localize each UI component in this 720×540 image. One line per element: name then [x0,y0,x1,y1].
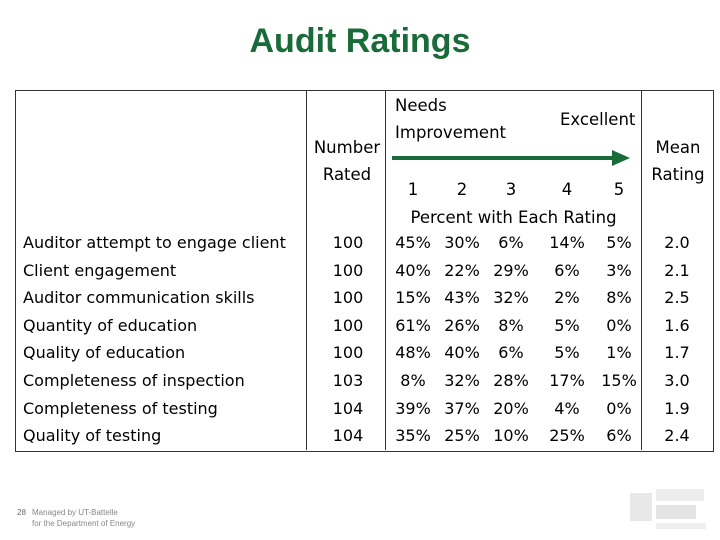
row-percent-5: 8% [606,288,632,308]
row-percent-4: 6% [554,260,580,280]
row-percent-2: 30% [444,233,480,252]
row-mean-rating: 3.0 [664,371,690,390]
row-percent-3: 8% [498,315,524,335]
row-percent-5: 5% [606,233,632,252]
organization-logo-icon [628,487,708,533]
row-percent-1: 48% [395,343,431,363]
needs-improvement-header: Needs Improvement [395,96,506,142]
row-percent-3: 20% [493,398,529,418]
row-label: Completeness of inspection [23,371,245,390]
column-divider-number [385,91,386,450]
row-label: Auditor communication skills [23,288,255,308]
row-mean-rating: 1.9 [664,398,690,418]
page-title: Audit Ratings [249,22,471,60]
scale-value-1: 1 [407,180,419,199]
row-mean-rating: 2.5 [664,288,690,308]
row-percent-2: 22% [444,260,480,280]
scale-value-5: 5 [613,180,625,199]
row-percent-3: 6% [498,233,524,252]
row-percent-5: 3% [606,260,632,280]
row-percent-5: 0% [606,398,632,418]
scale-value-2: 2 [456,180,468,199]
row-percent-2: 43% [444,288,480,308]
row-percent-4: 5% [554,315,580,335]
row-percent-1: 15% [395,288,431,308]
page-number: 28 [17,508,26,517]
row-percent-3: 28% [493,371,529,390]
row-percent-3: 10% [493,426,529,446]
row-label: Client engagement [23,260,177,280]
row-percent-5: 15% [601,371,637,390]
row-mean-rating: 2.1 [664,260,690,280]
row-percent-5: 6% [606,426,632,446]
row-number-rated: 103 [332,371,364,390]
row-number-rated: 100 [332,233,364,252]
row-percent-2: 26% [444,315,480,335]
row-number-rated: 100 [332,343,364,363]
row-percent-4: 25% [549,426,585,446]
rating-direction-arrow [392,156,614,160]
row-percent-5: 1% [606,343,632,363]
row-percent-3: 32% [493,288,529,308]
row-mean-rating: 1.7 [664,343,690,363]
arrow-head-icon [612,150,630,166]
row-number-rated: 100 [332,260,364,280]
row-percent-5: 0% [606,315,632,335]
scale-value-3: 3 [505,180,517,199]
row-label: Quality of testing [23,426,162,446]
row-percent-1: 35% [395,426,431,446]
row-percent-4: 4% [554,398,580,418]
footer-credit: Managed by UT-Battelle for the Department of Energy [32,508,136,528]
percent-caption: Percent with Each Rating [410,208,617,227]
mean-rating-header: Mean Rating [651,138,705,184]
number-rated-header: Number Rated [313,138,381,184]
row-percent-4: 5% [554,343,580,363]
row-percent-3: 6% [498,343,524,363]
row-percent-4: 2% [554,288,580,308]
row-mean-rating: 2.0 [664,233,690,252]
row-label: Quality of education [23,343,186,363]
row-percent-4: 14% [549,233,585,252]
row-percent-1: 8% [400,371,426,390]
row-percent-1: 39% [395,398,431,418]
row-mean-rating: 1.6 [664,315,690,335]
column-divider-label [306,91,307,450]
row-percent-2: 40% [444,343,480,363]
row-number-rated: 100 [332,288,364,308]
row-percent-3: 29% [493,260,529,280]
scale-value-4: 4 [561,180,573,199]
row-percent-2: 37% [444,398,480,418]
row-percent-2: 25% [444,426,480,446]
row-percent-1: 45% [395,233,431,252]
row-percent-4: 17% [549,371,585,390]
row-percent-2: 32% [444,371,480,390]
row-number-rated: 100 [332,315,364,335]
row-percent-1: 40% [395,260,431,280]
row-number-rated: 104 [332,426,364,446]
row-number-rated: 104 [332,398,364,418]
row-label: Quantity of education [23,315,198,335]
row-mean-rating: 2.4 [664,426,690,446]
row-label: Completeness of testing [23,398,218,418]
excellent-header: Excellent [560,110,636,129]
row-label: Auditor attempt to engage client [23,233,286,252]
row-percent-1: 61% [395,315,431,335]
